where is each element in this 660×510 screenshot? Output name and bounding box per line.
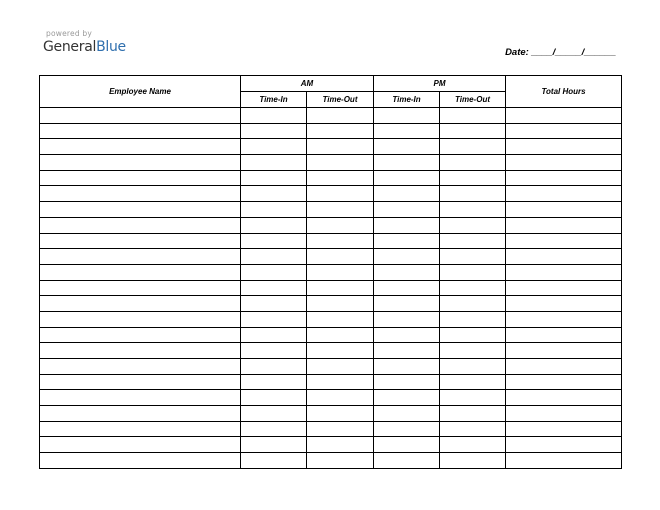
- table-header-row: [40, 76, 622, 92]
- am-time-out-cell[interactable]: [307, 264, 374, 280]
- pm-time-out-cell[interactable]: [440, 453, 506, 469]
- employee-name-cell[interactable]: [40, 108, 241, 124]
- am-time-in-cell[interactable]: [241, 249, 307, 265]
- pm-time-in-cell[interactable]: [374, 437, 440, 453]
- brand-name: [43, 39, 126, 55]
- am-time-in-cell[interactable]: [241, 123, 307, 139]
- employee-name-header: Employee Name: [40, 76, 241, 108]
- employee-name-cell[interactable]: [40, 233, 241, 249]
- total-hours-cell[interactable]: [506, 202, 622, 218]
- pm-time-in-cell[interactable]: [374, 406, 440, 422]
- pm-time-out-cell[interactable]: [440, 186, 506, 202]
- am-time-out-cell[interactable]: [307, 327, 374, 343]
- am-time-in-cell[interactable]: [241, 406, 307, 422]
- am-time-in-cell[interactable]: [241, 155, 307, 171]
- am-time-in-cell[interactable]: [241, 374, 307, 390]
- am-time-in-cell[interactable]: [241, 217, 307, 233]
- employee-name-cell[interactable]: [40, 421, 241, 437]
- total-hours-header: Total Hours: [506, 76, 622, 108]
- pm-time-in-cell[interactable]: [374, 343, 440, 359]
- table-row: [40, 155, 622, 171]
- total-hours-cell[interactable]: [506, 437, 622, 453]
- employee-name-cell[interactable]: [40, 155, 241, 171]
- table-row: [40, 123, 622, 139]
- am-time-out-cell[interactable]: [307, 406, 374, 422]
- total-hours-cell[interactable]: [506, 217, 622, 233]
- pm-time-out-cell[interactable]: [440, 280, 506, 296]
- am-header: AM: [241, 76, 374, 92]
- am-time-out-cell[interactable]: [307, 108, 374, 124]
- am-time-in-cell[interactable]: [241, 359, 307, 375]
- total-hours-cell[interactable]: [506, 249, 622, 265]
- am-time-in-cell[interactable]: [241, 108, 307, 124]
- table-row: [40, 186, 622, 202]
- table-row: [40, 233, 622, 249]
- am-time-in-cell[interactable]: [241, 453, 307, 469]
- am-time-out-cell[interactable]: [307, 343, 374, 359]
- table-row: [40, 108, 622, 124]
- pm-time-out-cell[interactable]: [440, 374, 506, 390]
- am-time-in-header: Time-In: [241, 92, 307, 108]
- am-time-out-cell[interactable]: [307, 280, 374, 296]
- am-time-in-cell[interactable]: [241, 170, 307, 186]
- am-time-out-cell[interactable]: [307, 374, 374, 390]
- total-hours-cell[interactable]: [506, 359, 622, 375]
- total-hours-cell[interactable]: [506, 406, 622, 422]
- pm-time-out-cell[interactable]: [440, 217, 506, 233]
- am-time-out-cell[interactable]: [307, 202, 374, 218]
- table-row: [40, 374, 622, 390]
- pm-time-out-cell[interactable]: [440, 296, 506, 312]
- table-row: [40, 280, 622, 296]
- total-hours-cell[interactable]: [506, 327, 622, 343]
- pm-time-out-cell[interactable]: [440, 311, 506, 327]
- total-hours-cell[interactable]: [506, 170, 622, 186]
- total-hours-cell[interactable]: [506, 421, 622, 437]
- employee-name-cell[interactable]: [40, 437, 241, 453]
- am-time-out-cell[interactable]: [307, 233, 374, 249]
- am-time-out-cell[interactable]: [307, 296, 374, 312]
- total-hours-cell[interactable]: [506, 155, 622, 171]
- employee-name-cell[interactable]: [40, 249, 241, 265]
- table-row: [40, 327, 622, 343]
- total-hours-cell[interactable]: [506, 311, 622, 327]
- am-time-in-cell[interactable]: [241, 327, 307, 343]
- pm-time-out-cell[interactable]: [440, 139, 506, 155]
- employee-name-cell[interactable]: [40, 296, 241, 312]
- employee-name-cell[interactable]: [40, 374, 241, 390]
- table-row: [40, 359, 622, 375]
- brand-name-general: General: [43, 39, 97, 55]
- am-time-in-cell[interactable]: [241, 280, 307, 296]
- am-time-out-cell[interactable]: [307, 139, 374, 155]
- pm-time-in-cell[interactable]: [374, 296, 440, 312]
- pm-time-out-cell[interactable]: [440, 437, 506, 453]
- table-row: [40, 453, 622, 469]
- table-row: [40, 202, 622, 218]
- am-time-out-cell[interactable]: [307, 311, 374, 327]
- am-time-out-cell[interactable]: [307, 217, 374, 233]
- total-hours-cell[interactable]: [506, 186, 622, 202]
- employee-name-cell[interactable]: [40, 139, 241, 155]
- employee-name-cell[interactable]: [40, 390, 241, 406]
- pm-time-out-cell[interactable]: [440, 327, 506, 343]
- table-row: [40, 264, 622, 280]
- pm-time-out-header: Time-Out: [440, 92, 506, 108]
- am-time-out-cell[interactable]: [307, 249, 374, 265]
- total-hours-cell[interactable]: [506, 233, 622, 249]
- employee-name-cell[interactable]: [40, 202, 241, 218]
- table-row: [40, 421, 622, 437]
- am-time-out-cell[interactable]: [307, 155, 374, 171]
- pm-time-in-cell[interactable]: [374, 108, 440, 124]
- am-time-in-cell[interactable]: [241, 296, 307, 312]
- am-time-out-cell[interactable]: [307, 170, 374, 186]
- pm-time-in-cell[interactable]: [374, 359, 440, 375]
- total-hours-cell[interactable]: [506, 280, 622, 296]
- pm-time-out-cell[interactable]: [440, 343, 506, 359]
- pm-time-in-cell[interactable]: [374, 249, 440, 265]
- am-time-out-header: Time-Out: [307, 92, 374, 108]
- table-row: [40, 390, 622, 406]
- table-row: [40, 437, 622, 453]
- am-time-out-cell[interactable]: [307, 359, 374, 375]
- pm-header: PM: [374, 76, 506, 92]
- employee-name-cell[interactable]: [40, 327, 241, 343]
- table-row: [40, 249, 622, 265]
- employee-name-cell[interactable]: [40, 343, 241, 359]
- pm-time-in-cell[interactable]: [374, 264, 440, 280]
- total-hours-cell[interactable]: [506, 264, 622, 280]
- brand-name-blue: Blue: [96, 39, 126, 55]
- am-time-out-cell[interactable]: [307, 123, 374, 139]
- table-row: [40, 343, 622, 359]
- date-field[interactable]: Date: ____/_____/______: [505, 47, 616, 58]
- am-time-in-cell[interactable]: [241, 390, 307, 406]
- timesheet-table: [39, 75, 622, 469]
- total-hours-cell[interactable]: [506, 390, 622, 406]
- pm-time-out-cell[interactable]: [440, 421, 506, 437]
- employee-name-cell[interactable]: [40, 359, 241, 375]
- pm-time-in-cell[interactable]: [374, 202, 440, 218]
- employee-name-cell[interactable]: [40, 170, 241, 186]
- table-row: [40, 406, 622, 422]
- am-time-in-cell[interactable]: [241, 186, 307, 202]
- pm-time-in-cell[interactable]: [374, 123, 440, 139]
- total-hours-cell[interactable]: [506, 374, 622, 390]
- total-hours-cell[interactable]: [506, 139, 622, 155]
- total-hours-cell[interactable]: [506, 453, 622, 469]
- employee-name-cell[interactable]: [40, 453, 241, 469]
- table-row: [40, 217, 622, 233]
- pm-time-in-cell[interactable]: [374, 453, 440, 469]
- employee-name-cell[interactable]: [40, 264, 241, 280]
- am-time-in-cell[interactable]: [241, 233, 307, 249]
- total-hours-cell[interactable]: [506, 108, 622, 124]
- employee-name-cell[interactable]: [40, 406, 241, 422]
- pm-time-in-cell[interactable]: [374, 280, 440, 296]
- am-time-out-cell[interactable]: [307, 437, 374, 453]
- pm-time-in-cell[interactable]: [374, 374, 440, 390]
- employee-name-cell[interactable]: [40, 217, 241, 233]
- am-time-out-cell[interactable]: [307, 390, 374, 406]
- am-time-in-cell[interactable]: [241, 311, 307, 327]
- pm-time-in-cell[interactable]: [374, 155, 440, 171]
- pm-time-in-cell[interactable]: [374, 233, 440, 249]
- pm-time-out-cell[interactable]: [440, 264, 506, 280]
- pm-time-out-cell[interactable]: [440, 359, 506, 375]
- pm-time-out-cell[interactable]: [440, 406, 506, 422]
- employee-name-cell[interactable]: [40, 280, 241, 296]
- powered-by-text: powered by: [46, 29, 92, 38]
- table-row: [40, 296, 622, 312]
- am-time-out-cell[interactable]: [307, 186, 374, 202]
- pm-time-out-cell[interactable]: [440, 108, 506, 124]
- pm-time-in-cell[interactable]: [374, 421, 440, 437]
- pm-time-out-cell[interactable]: [440, 170, 506, 186]
- pm-time-out-cell[interactable]: [440, 123, 506, 139]
- pm-time-out-cell[interactable]: [440, 249, 506, 265]
- table-row: [40, 170, 622, 186]
- pm-time-in-cell[interactable]: [374, 170, 440, 186]
- am-time-in-cell[interactable]: [241, 139, 307, 155]
- pm-time-out-cell[interactable]: [440, 233, 506, 249]
- table-row: [40, 139, 622, 155]
- am-time-out-cell[interactable]: [307, 421, 374, 437]
- pm-time-in-cell[interactable]: [374, 217, 440, 233]
- employee-name-cell[interactable]: [40, 123, 241, 139]
- am-time-in-cell[interactable]: [241, 421, 307, 437]
- pm-time-in-cell[interactable]: [374, 327, 440, 343]
- pm-time-in-cell[interactable]: [374, 390, 440, 406]
- pm-time-out-cell[interactable]: [440, 155, 506, 171]
- employee-name-cell[interactable]: [40, 186, 241, 202]
- pm-time-in-cell[interactable]: [374, 311, 440, 327]
- pm-time-in-cell[interactable]: [374, 139, 440, 155]
- total-hours-cell[interactable]: [506, 296, 622, 312]
- am-time-in-cell[interactable]: [241, 437, 307, 453]
- pm-time-in-cell[interactable]: [374, 186, 440, 202]
- table-row: [40, 311, 622, 327]
- employee-name-cell[interactable]: [40, 311, 241, 327]
- am-time-out-cell[interactable]: [307, 453, 374, 469]
- total-hours-cell[interactable]: [506, 343, 622, 359]
- am-time-in-cell[interactable]: [241, 343, 307, 359]
- am-time-in-cell[interactable]: [241, 264, 307, 280]
- pm-time-in-header: Time-In: [374, 92, 440, 108]
- table-body: [40, 108, 622, 469]
- pm-time-out-cell[interactable]: [440, 390, 506, 406]
- generalblue-logo: [43, 29, 163, 61]
- am-time-in-cell[interactable]: [241, 202, 307, 218]
- total-hours-cell[interactable]: [506, 123, 622, 139]
- pm-time-out-cell[interactable]: [440, 202, 506, 218]
